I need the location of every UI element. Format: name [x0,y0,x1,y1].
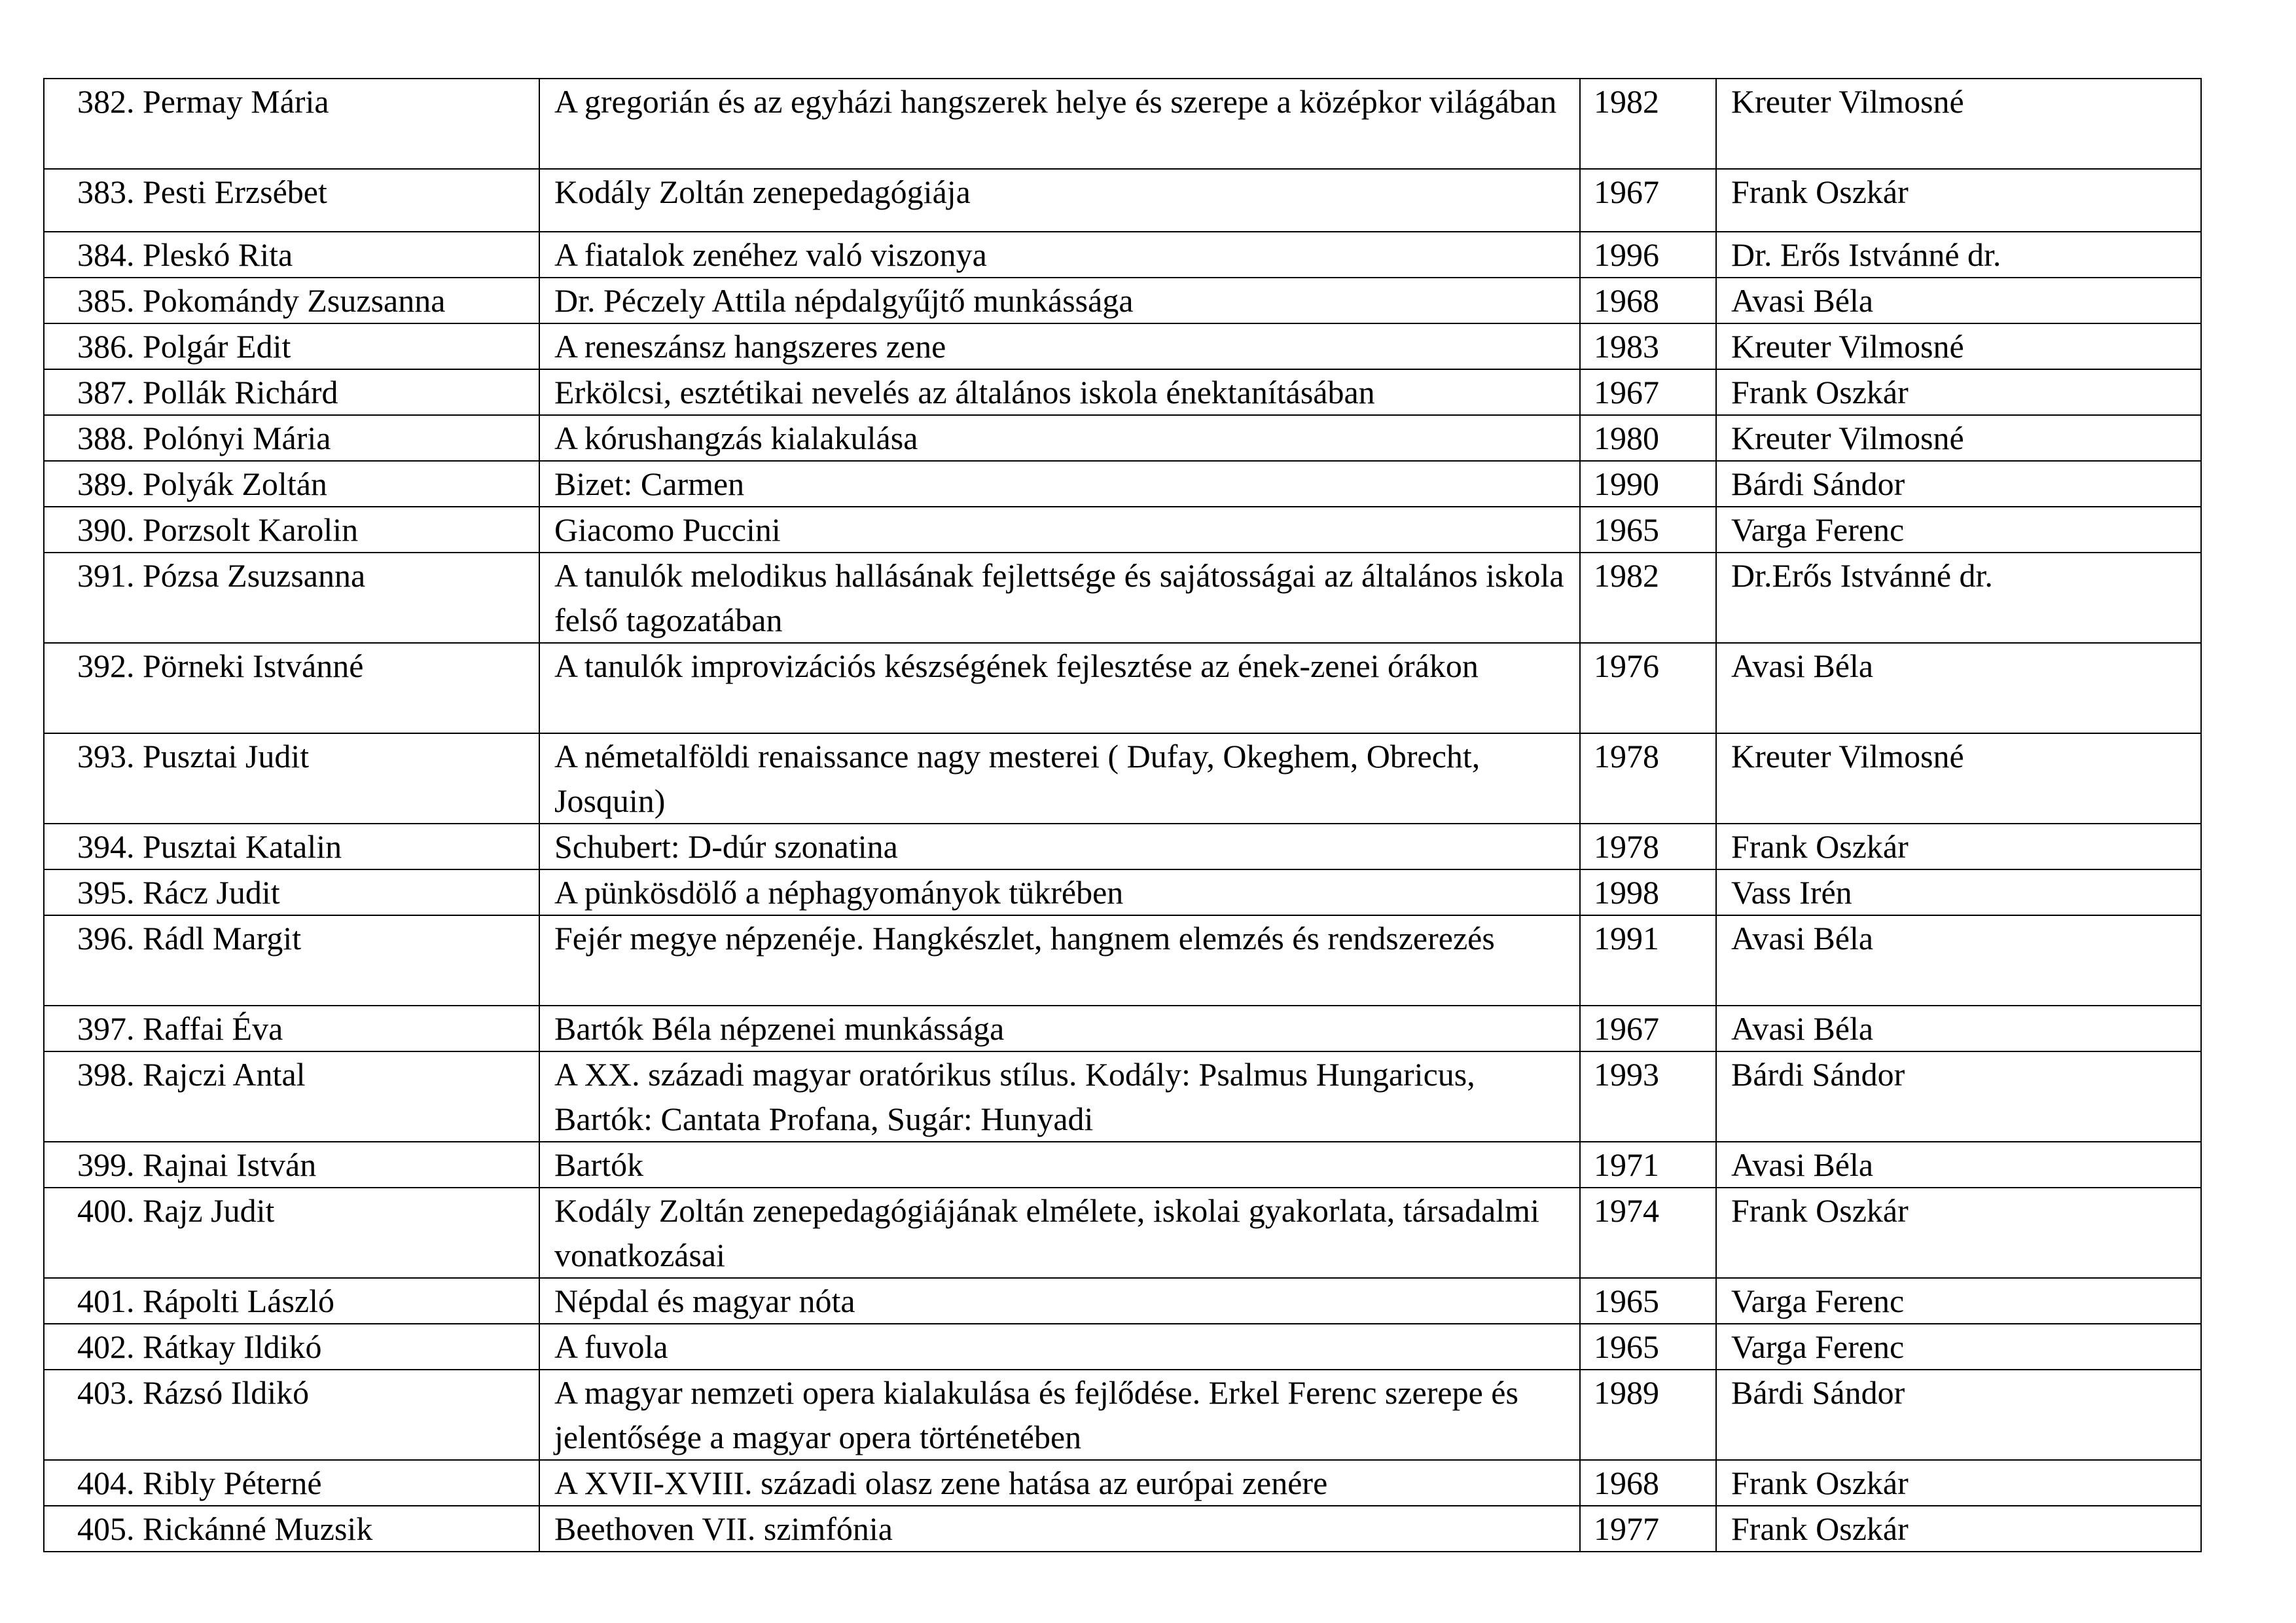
thesis-title-cell: A gregorián és az egyházi hangszerek helye és szerepe a középkor világában [539,79,1580,169]
year-cell: 1967 [1580,169,1716,232]
year-cell: 1978 [1580,824,1716,869]
year-cell: 1965 [1580,1324,1716,1370]
advisor-cell: Kreuter Vilmosné [1716,323,2201,369]
table-row [44,232,2201,278]
advisor-cell: Bárdi Sándor [1716,1370,2201,1460]
year-cell: 1996 [1580,232,1716,278]
advisor-cell: Dr.Erős Istvánné dr. [1716,553,2201,643]
year-cell: 1977 [1580,1506,1716,1552]
student-name-cell: 386. Polgár Edit [44,323,539,369]
thesis-title-cell: Bartók Béla népzenei munkássága [539,1006,1580,1051]
table-row [44,169,2201,232]
advisor-cell: Kreuter Vilmosné [1716,79,2201,169]
student-name-cell: 396. Rádl Margit [44,915,539,1006]
advisor-cell: Varga Ferenc [1716,507,2201,553]
thesis-register-body [44,79,2201,1552]
table-row [44,369,2201,415]
year-cell: 1989 [1580,1370,1716,1460]
student-name-cell: 384. Pleskó Rita [44,232,539,278]
student-name-cell: 395. Rácz Judit [44,869,539,915]
advisor-cell: Bárdi Sándor [1716,1051,2201,1142]
student-name-cell: 388. Polónyi Mária [44,415,539,461]
year-cell: 1991 [1580,915,1716,1006]
advisor-cell: Frank Oszkár [1716,1460,2201,1506]
table-row [44,643,2201,733]
table-row [44,1278,2201,1324]
advisor-cell: Bárdi Sándor [1716,461,2201,507]
thesis-title-cell: Kodály Zoltán zenepedagógiája [539,169,1580,232]
student-name-cell: 392. Pörneki Istvánné [44,643,539,733]
student-name-cell: 401. Rápolti László [44,1278,539,1324]
student-name-cell: 390. Porzsolt Karolin [44,507,539,553]
table-row [44,1506,2201,1552]
advisor-cell: Dr. Erős Istvánné dr. [1716,232,2201,278]
thesis-title-cell: A pünkösdölő a néphagyományok tükrében [539,869,1580,915]
advisor-cell: Frank Oszkár [1716,369,2201,415]
student-name-cell: 402. Rátkay Ildikó [44,1324,539,1370]
student-name-cell: 393. Pusztai Judit [44,733,539,824]
table-row [44,915,2201,1006]
year-cell: 1982 [1580,553,1716,643]
year-cell: 1968 [1580,1460,1716,1506]
advisor-cell: Frank Oszkár [1716,1188,2201,1278]
year-cell: 1980 [1580,415,1716,461]
advisor-cell: Varga Ferenc [1716,1324,2201,1370]
student-name-cell: 399. Rajnai István [44,1142,539,1188]
table-row [44,415,2201,461]
year-cell: 1998 [1580,869,1716,915]
student-name-cell: 404. Ribly Péterné [44,1460,539,1506]
student-name-cell: 398. Rajczi Antal [44,1051,539,1142]
advisor-cell: Avasi Béla [1716,1006,2201,1051]
advisor-cell: Avasi Béla [1716,1142,2201,1188]
year-cell: 1978 [1580,733,1716,824]
year-cell: 1965 [1580,507,1716,553]
table-row [44,1460,2201,1506]
year-cell: 1967 [1580,1006,1716,1051]
thesis-title-cell: Erkölcsi, esztétikai nevelés az általános iskola énektanításában [539,369,1580,415]
advisor-cell: Varga Ferenc [1716,1278,2201,1324]
year-cell: 1993 [1580,1051,1716,1142]
table-row [44,323,2201,369]
student-name-cell: 405. Rickánné Muzsik [44,1506,539,1552]
table-row [44,733,2201,824]
table-row [44,824,2201,869]
student-name-cell: 383. Pesti Erzsébet [44,169,539,232]
thesis-title-cell: A tanulók improvizációs készségének fejlesztése az ének-zenei órákon [539,643,1580,733]
year-cell: 1976 [1580,643,1716,733]
advisor-cell: Frank Oszkár [1716,824,2201,869]
thesis-title-cell: A magyar nemzeti opera kialakulása és fejlődése. Erkel Ferenc szerepe és jelentősége a magyar opera történetében [539,1370,1580,1460]
student-name-cell: 389. Polyák Zoltán [44,461,539,507]
year-cell: 1971 [1580,1142,1716,1188]
student-name-cell: 391. Pózsa Zsuzsanna [44,553,539,643]
thesis-title-cell: A kórushangzás kialakulása [539,415,1580,461]
student-name-cell: 400. Rajz Judit [44,1188,539,1278]
table-row [44,1051,2201,1142]
advisor-cell: Kreuter Vilmosné [1716,733,2201,824]
table-row [44,79,2201,169]
student-name-cell: 385. Pokomándy Zsuzsanna [44,278,539,323]
table-row [44,553,2201,643]
advisor-cell: Vass Irén [1716,869,2201,915]
year-cell: 1968 [1580,278,1716,323]
table-row [44,461,2201,507]
thesis-title-cell: Kodály Zoltán zenepedagógiájának elmélete, iskolai gyakorlata, társadalmi vonatkozásai [539,1188,1580,1278]
thesis-title-cell: A fuvola [539,1324,1580,1370]
table-row [44,1188,2201,1278]
table-row [44,1142,2201,1188]
year-cell: 1967 [1580,369,1716,415]
student-name-cell: 403. Rázsó Ildikó [44,1370,539,1460]
advisor-cell: Frank Oszkár [1716,1506,2201,1552]
thesis-title-cell: Bizet: Carmen [539,461,1580,507]
advisor-cell: Avasi Béla [1716,643,2201,733]
thesis-title-cell: Giacomo Puccini [539,507,1580,553]
table-row [44,1324,2201,1370]
thesis-title-cell: A tanulók melodikus hallásának fejlettsége és sajátosságai az általános iskola felső tagozatában [539,553,1580,643]
thesis-title-cell: A XX. századi magyar oratórikus stílus. Kodály: Psalmus Hungaricus, Bartók: Cantata Profana, Sugár: Hunyadi [539,1051,1580,1142]
advisor-cell: Avasi Béla [1716,915,2201,1006]
table-row [44,507,2201,553]
student-name-cell: 387. Pollák Richárd [44,369,539,415]
thesis-title-cell: A fiatalok zenéhez való viszonya [539,232,1580,278]
table-row [44,278,2201,323]
year-cell: 1982 [1580,79,1716,169]
student-name-cell: 397. Raffai Éva [44,1006,539,1051]
thesis-title-cell: Fejér megye népzenéje. Hangkészlet, hangnem elemzés és rendszerezés [539,915,1580,1006]
advisor-cell: Frank Oszkár [1716,169,2201,232]
table-row [44,1006,2201,1051]
thesis-title-cell: Dr. Péczely Attila népdalgyűjtő munkássága [539,278,1580,323]
table-row [44,1370,2201,1460]
thesis-title-cell: A XVII-XVIII. századi olasz zene hatása az európai zenére [539,1460,1580,1506]
thesis-register-table [43,78,2202,1552]
student-name-cell: 394. Pusztai Katalin [44,824,539,869]
thesis-title-cell: A reneszánsz hangszeres zene [539,323,1580,369]
thesis-title-cell: Schubert: D-dúr szonatina [539,824,1580,869]
thesis-title-cell: A németalföldi renaissance nagy mesterei ( Dufay, Okeghem, Obrecht, Josquin) [539,733,1580,824]
year-cell: 1990 [1580,461,1716,507]
thesis-title-cell: Népdal és magyar nóta [539,1278,1580,1324]
thesis-title-cell: Bartók [539,1142,1580,1188]
advisor-cell: Avasi Béla [1716,278,2201,323]
table-row [44,869,2201,915]
thesis-title-cell: Beethoven VII. szimfónia [539,1506,1580,1552]
year-cell: 1974 [1580,1188,1716,1278]
student-name-cell: 382. Permay Mária [44,79,539,169]
year-cell: 1983 [1580,323,1716,369]
advisor-cell: Kreuter Vilmosné [1716,415,2201,461]
year-cell: 1965 [1580,1278,1716,1324]
